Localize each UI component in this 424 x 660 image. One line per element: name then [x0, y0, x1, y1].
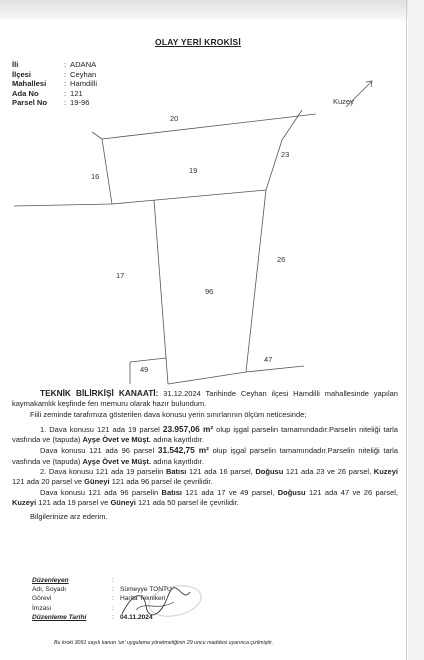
boundary-line [246, 190, 266, 372]
info-value: 121 [70, 88, 83, 98]
boundary-line [92, 132, 102, 139]
report-item-1: 1. Dava konusu 121 ada 19 parsel 23.957,06 m² olup işgal parselin tamamındadır.Parselin niteliği tarla vasfında ve (tapuda) Ayşe Övet ve Müşt. adına kayıtlıdır. [12, 423, 398, 445]
info-key: Parsel No [12, 98, 48, 108]
info-key: İlçesi [12, 69, 31, 79]
owner-name: Ayşe Övet ve Müşt. [82, 435, 151, 445]
info-row: İli : ADANA [12, 60, 97, 69]
info-row: Mahallesi : Hamdilli [12, 79, 98, 89]
boundary-line [246, 366, 304, 372]
signer-name: Sümeyye TONTU [120, 586, 172, 594]
signature-block: Düzenleyen : Adı, Soyadı : Sümeyye TONTU Görevi : Harita Teknikeri İmzası : Düzenleme Tarihi : 04.11.2024 [32, 577, 172, 621]
parcel-label: 17 [116, 271, 125, 280]
handwritten-signature [116, 584, 196, 624]
boundary-line [154, 200, 168, 384]
parcel-label: 49 [140, 365, 149, 374]
parcel-label: 26 [277, 255, 286, 264]
parcel-label: 20 [170, 114, 179, 123]
boundary-line [266, 140, 282, 190]
info-key: Ada No [12, 88, 39, 98]
info-value: ADANA [70, 60, 97, 69]
report-item-1b: Dava konusu 121 ada 96 parsel 31.542,75 m² olup işgal parselin tamamındadır.Parselin niteliği tarla vasfında ve (tapuda) Ayşe Övet ve Müşt. adına kayıtlıdır. [12, 445, 398, 466]
info-row: Ada No : 121 [12, 88, 83, 98]
report-body [12, 388, 398, 523]
parcel-label: 16 [91, 172, 100, 181]
date-value: 04.11.2024 [120, 613, 153, 621]
info-value: Ceyhan [70, 69, 97, 79]
boundary-line [102, 114, 316, 139]
info-key: İli [12, 60, 19, 69]
signature-heading: Düzenleyen [32, 577, 69, 584]
info-value: Hamdilli [70, 79, 98, 89]
signer-title: Harita Teknikeri [120, 595, 166, 603]
footnote: Bu kroki 3091 sayılı kanun 'un' uygulama yönetmeliğinin 29 uncu maddesi uyarınca çizilmiştir. [54, 640, 274, 646]
north-label: Kuzey [333, 97, 354, 106]
parcel-label: 23 [281, 150, 290, 159]
info-value: 19-96 [70, 98, 90, 108]
info-key: Mahallesi [12, 79, 47, 89]
boundary-line [282, 110, 302, 140]
closing-line: Bilgilerinize arz ederim. [30, 512, 108, 522]
document-title: OLAY YERİ KROKİSİ [155, 37, 241, 47]
report-intro: 31.12.2024 Tarihinde Ceyhan ilçesi Hamdilli mahallesinde yapılan kaymakamlık keşfinde fen memuru olarak hazır bulundum. [12, 389, 398, 409]
report-intro2: Fiili zeminde tarafımıza gösterilen dava konusu yerin sınırlarının ölçüm neticesinde; [30, 409, 307, 419]
parcel-label: 19 [189, 166, 198, 175]
boundary-line [112, 190, 266, 204]
boundary-line [14, 204, 112, 206]
area-value: 23.957,06 m² [162, 423, 214, 434]
owner-name: Ayşe Övet ve Müşt. [82, 456, 151, 466]
boundary-line [102, 139, 112, 204]
area-value: 31.542,75 m² [157, 445, 209, 456]
parcel-label: 96 [205, 287, 214, 296]
boundary-line [130, 358, 166, 362]
report-heading: TEKNİK BİLİRKİŞİ KANAATİ: [40, 388, 159, 398]
date-label: Düzenleme Tarihi [32, 613, 87, 621]
report-item-2: 2. Dava konusu 121 ada 19 parselin Batısı 121 ada 16 parsel, Doğusu 121 ada 23 ve 26 parsel, Kuzeyi 121 ada 20 parsel ve Güneyi 121 ada 96 parsel ile çevrilidir. [12, 467, 398, 487]
info-row: Parsel No : 19-96 [12, 98, 90, 108]
info-row: İlçesi : Ceyhan [12, 69, 97, 79]
parcel-label: 47 [264, 355, 273, 364]
report-item-3: Dava konusu 121 ada 96 parselin Batısı 121 ada 17 ve 49 parsel, Doğusu 121 ada 47 ve 26 parsel, Kuzeyi 121 ada 19 parsel ve Güneyi 121 ada 50 parsel ile çevrilidir. [12, 487, 398, 507]
boundary-line [168, 372, 246, 384]
